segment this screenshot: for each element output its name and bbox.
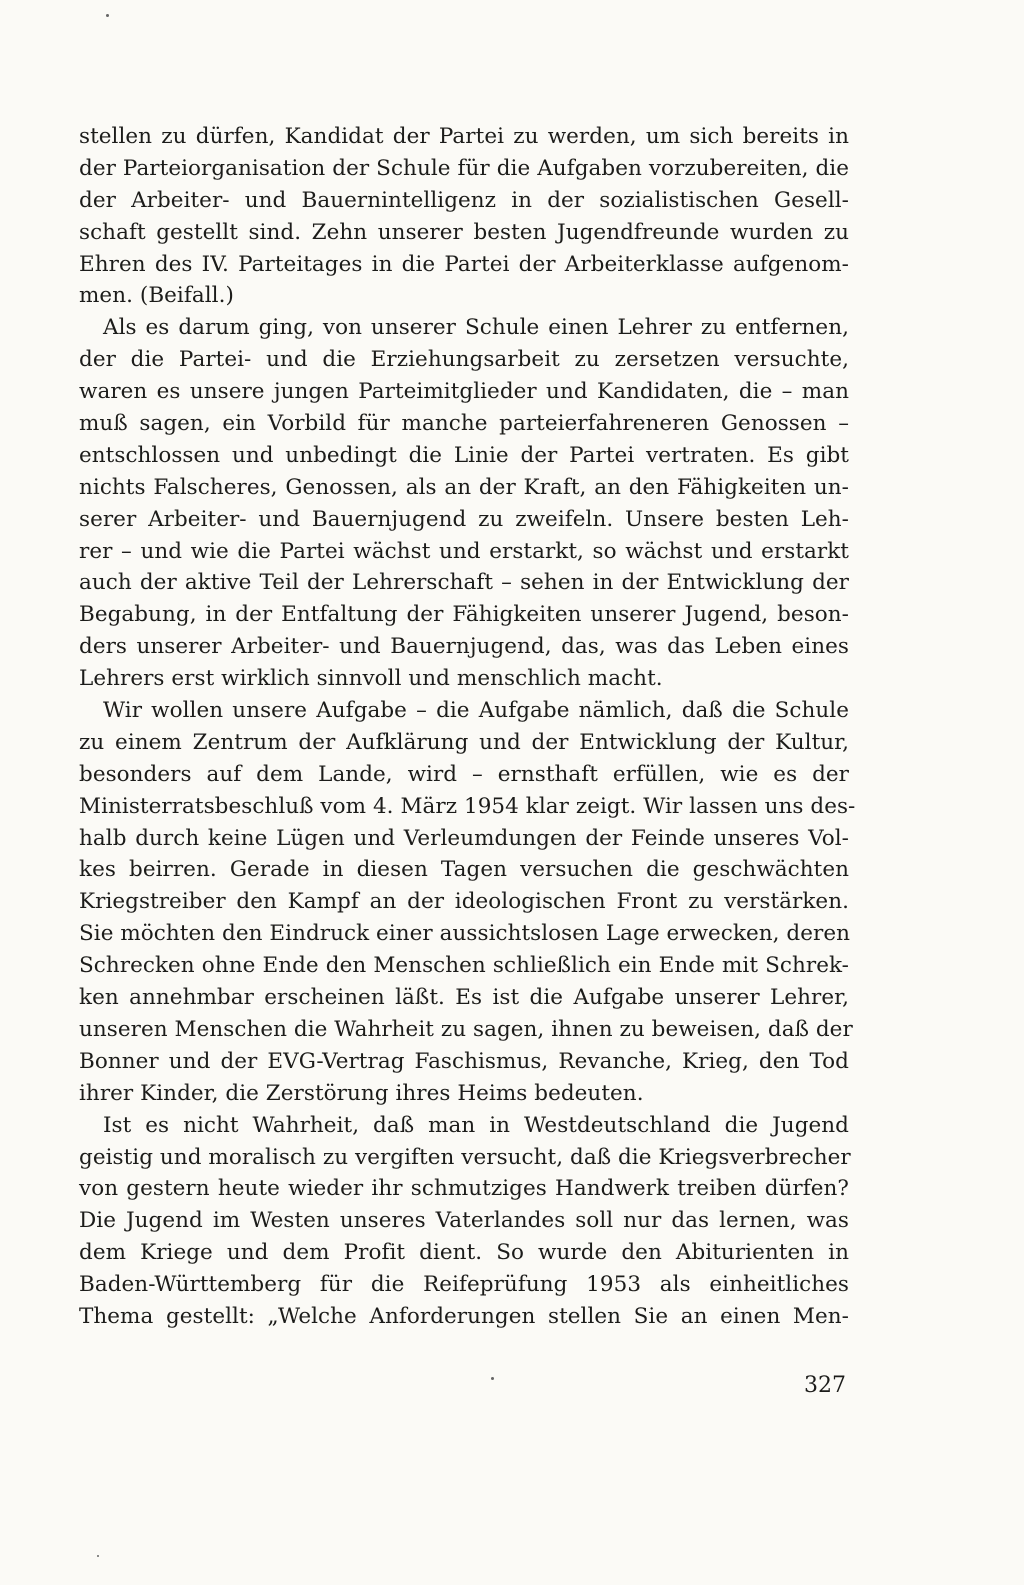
text-line: Die Jugend im Westen unseres Vaterlandes soll nur das lernen, was (79, 1208, 849, 1234)
text-line: kes beirren. Gerade in diesen Tagen versuchen die geschwächten (79, 857, 849, 883)
text-line: ders unserer Arbeiter- und Bauernjugend, das, was das Leben eines (79, 634, 849, 660)
text-line: Schrecken ohne Ende den Menschen schließlich ein Ende mit Schrek- (79, 953, 849, 979)
text-line: rer – und wie die Partei wächst und erstarkt, so wächst und erstarkt (79, 538, 849, 564)
text-line: unseren Menschen die Wahrheit zu sagen, ihnen zu beweisen, daß der (79, 1016, 853, 1042)
text-line: geistig und moralisch zu vergiften versucht, daß die Kriegsverbrecher (79, 1144, 851, 1170)
text-line: zu einem Zentrum der Aufklärung und der Entwicklung der Kultur, (79, 729, 849, 755)
print-speck (491, 1377, 494, 1380)
text-line: Ist es nicht Wahrheit, daß man in Westdeutschland die Jugend (103, 1112, 849, 1138)
text-line: halb durch keine Lügen und Verleumdungen der Feinde unseres Vol- (79, 825, 849, 851)
text-line: Als es darum ging, von unserer Schule einen Lehrer zu entfernen, (103, 315, 849, 341)
text-line: Lehrers erst wirklich sinnvoll und menschlich macht. (79, 666, 663, 692)
text-line: Ministerratsbeschluß vom 4. März 1954 klar zeigt. Wir lassen uns des- (79, 793, 856, 819)
text-line: Ehren des IV. Parteitages in die Partei der Arbeiterklasse aufgenom- (79, 251, 849, 277)
text-line: ken annehmbar erscheinen läßt. Es ist die Aufgabe unserer Lehrer, (79, 985, 849, 1011)
text-line: schaft gestellt sind. Zehn unserer besten Jugendfreunde wurden zu (79, 219, 849, 245)
text-line: stellen zu dürfen, Kandidat der Partei zu werden, um sich bereits in (79, 124, 849, 149)
text-line: muß sagen, ein Vorbild für manche parteierfahreneren Genossen – (79, 411, 849, 437)
text-line: von gestern heute wieder ihr schmutziges Handwerk treiben dürfen? (79, 1176, 849, 1202)
text-line: der Arbeiter- und Bauernintelligenz in der sozialistischen Gesell- (79, 187, 849, 213)
text-line: dem Kriege und dem Profit dient. So wurde den Abiturienten in (79, 1240, 849, 1266)
text-line: Sie möchten den Eindruck einer aussichtslosen Lage erwecken, deren (79, 921, 851, 947)
print-speck (97, 1555, 99, 1557)
text-line: entschlossen und unbedingt die Linie der Partei vertraten. Es gibt (79, 442, 849, 468)
text-line: besonders auf dem Lande, wird – ernsthaft erfüllen, wie es der (79, 761, 849, 787)
text-line: der die Partei- und die Erziehungsarbeit zu zersetzen versuchte, (79, 347, 849, 373)
text-line: Kriegstreiber den Kampf an der ideologischen Front zu verstärken. (79, 889, 849, 915)
text-line: Bonner und der EVG-Vertrag Faschismus, Revanche, Krieg, den Tod (79, 1048, 849, 1074)
text-line: der Parteiorganisation der Schule für die Aufgaben vorzubereiten, die (79, 155, 849, 181)
text-line: nichts Falscheres, Genossen, als an der Kraft, an den Fähigkeiten un- (79, 474, 849, 500)
page-number: 327 (804, 1373, 846, 1398)
text-line: auch der aktive Teil der Lehrerschaft – sehen in der Entwicklung der (79, 570, 849, 596)
body-text (79, 121, 856, 1333)
text-line: Wir wollen unsere Aufgabe – die Aufgabe nämlich, daß die Schule (103, 698, 849, 724)
text-line: serer Arbeiter- und Bauernjugend zu zweifeln. Unsere besten Leh- (79, 506, 849, 532)
text-line: Begabung, in der Entfaltung der Fähigkeiten unserer Jugend, beson- (79, 602, 849, 628)
text-line: ihrer Kinder, die Zerstörung ihres Heims bedeuten. (79, 1080, 644, 1106)
text-line: Baden-Württemberg für die Reifeprüfung 1953 als einheitliches (79, 1272, 849, 1298)
text-line: men. (Beifall.) (79, 283, 234, 309)
text-line: waren es unsere jungen Parteimitglieder und Kandidaten, die – man (79, 379, 849, 405)
text-line: Thema gestellt: „Welche Anforderungen stellen Sie an einen Men- (79, 1303, 849, 1329)
print-speck (106, 14, 109, 17)
